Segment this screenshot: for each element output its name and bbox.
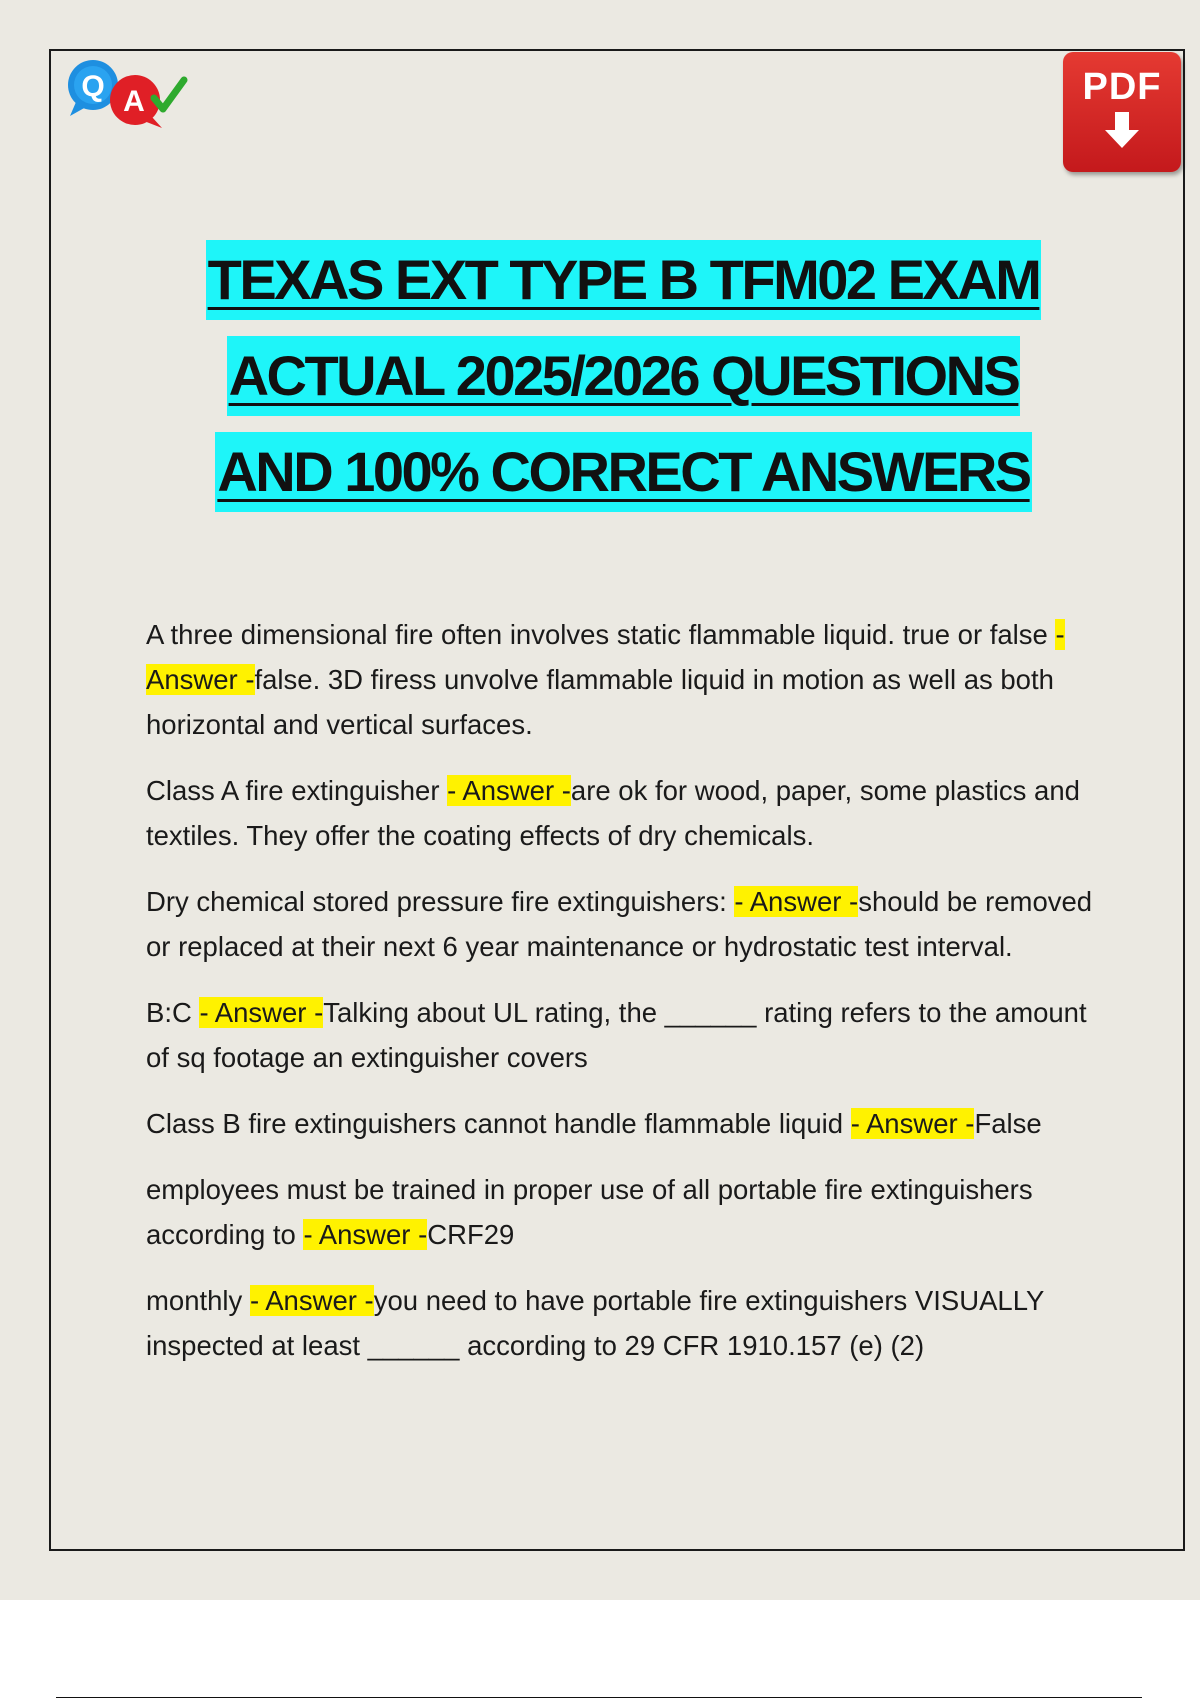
answer-marker: - Answer - <box>734 886 859 917</box>
title-line: ACTUAL 2025/2026 QUESTIONS <box>227 336 1021 416</box>
title-line: TEXAS EXT TYPE B TFM02 EXAM <box>206 240 1042 320</box>
pdf-label: PDF <box>1082 66 1162 108</box>
qa-item <box>146 612 1096 747</box>
qa-item <box>146 990 1096 1080</box>
document-title <box>0 240 1200 528</box>
question-text: B:C <box>146 997 200 1028</box>
answer-marker: - Answer - <box>249 1285 374 1316</box>
pdf-download-badge[interactable] <box>1063 52 1181 172</box>
answer-text: Talking about UL rating, the ______ rating refers to the amount of sq footage an extinguisher covers <box>146 997 1087 1073</box>
qa-list <box>146 612 1096 1389</box>
answer-text: should be removed or replaced at their next 6 year maintenance or hydrostatic test interval. <box>146 886 1093 962</box>
qa-item <box>146 1101 1096 1146</box>
svg-text:Q: Q <box>81 70 105 103</box>
question-text: employees must be trained in proper use of all portable fire extinguishers according to <box>146 1174 1033 1250</box>
answer-marker: - Answer - <box>199 997 324 1028</box>
answer-text: False <box>974 1108 1042 1139</box>
answer-text: false. 3D firess unvolve flammable liquid in motion as well as both horizontal and vertical surfaces. <box>146 664 1054 740</box>
title-line: AND 100% CORRECT ANSWERS <box>215 432 1031 512</box>
qa-check-logo-icon <box>64 58 189 130</box>
qa-item <box>146 768 1096 858</box>
answer-marker: - Answer - <box>146 619 1065 695</box>
qa-item <box>146 1167 1096 1257</box>
answer-text: CRF29 <box>427 1219 515 1250</box>
answer-marker: - Answer - <box>850 1108 975 1139</box>
answer-text: are ok for wood, paper, some plastics and textiles. They offer the coating effects of dry chemicals. <box>146 775 1080 851</box>
question-text: A three dimensional fire often involves static flammable liquid. true or false <box>146 619 1056 650</box>
answer-marker: - Answer - <box>447 775 571 806</box>
answer-marker: - Answer - <box>303 1219 428 1250</box>
question-text: Dry chemical stored pressure fire extinguishers: <box>146 886 735 917</box>
question-text: monthly <box>146 1285 250 1316</box>
qa-item <box>146 879 1096 969</box>
qa-item <box>146 1278 1096 1368</box>
answer-text: you need to have portable fire extinguishers VISUALLY inspected at least ______ according to 29 CFR 1910.157 (e) (2) <box>146 1285 1044 1361</box>
footer-divider <box>56 1697 1142 1698</box>
question-text: Class B fire extinguishers cannot handle flammable liquid <box>146 1108 851 1139</box>
svg-text:A: A <box>123 85 145 118</box>
question-text: Class A fire extinguisher <box>146 775 448 806</box>
download-arrow-icon <box>1102 110 1142 150</box>
